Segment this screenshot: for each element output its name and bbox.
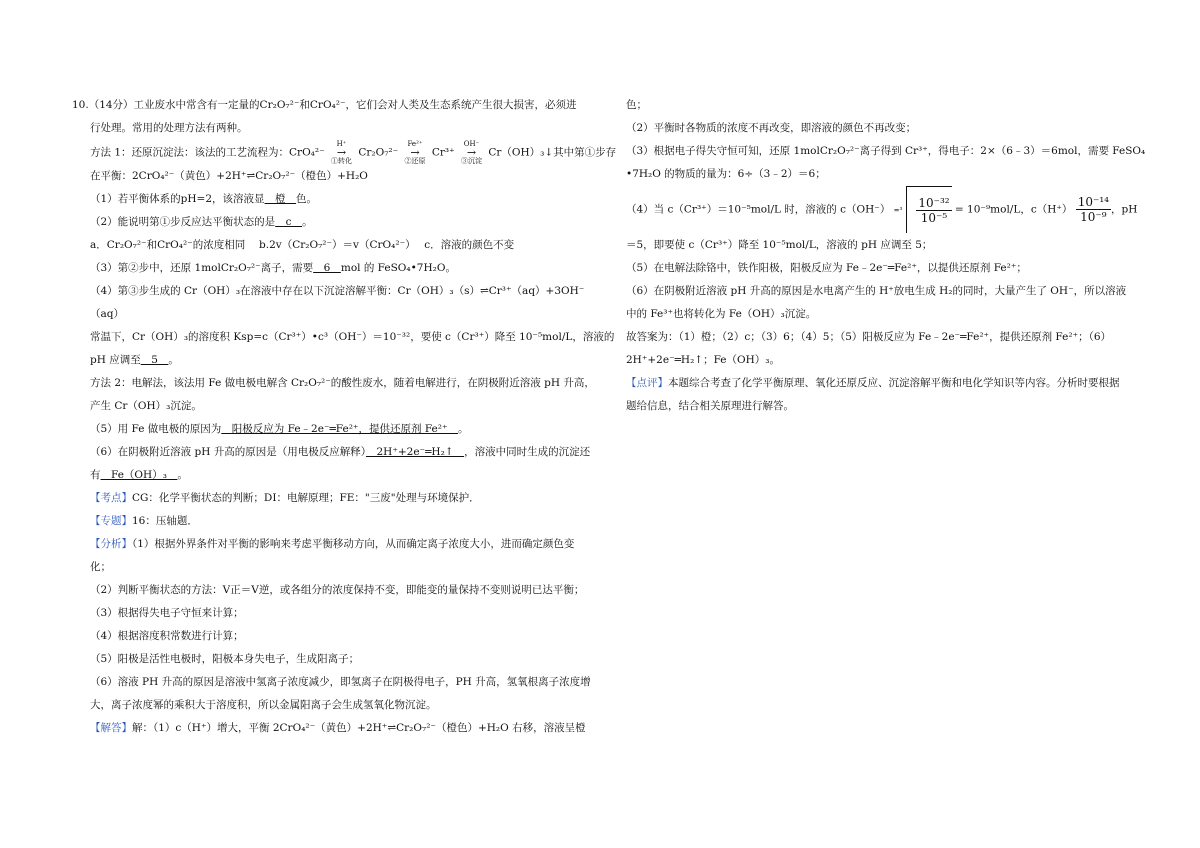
right-column xyxy=(626,94,1146,418)
knowledge-points: 【考点】CG：化学平衡状态的判断；DI：电解原理；FE："三废"处理与环境保护． xyxy=(90,492,480,504)
solution-cont: 色； xyxy=(626,99,647,111)
answer-4: 5 xyxy=(140,354,169,366)
answer-5: 阳极反应为 Fe﹣2e⁻═Fe²⁺，提供还原剂 Fe²⁺ xyxy=(221,423,458,435)
answer-2: c xyxy=(275,216,303,228)
answer-1: 橙 xyxy=(264,193,297,205)
topic: 【专题】16：压轴题． xyxy=(90,515,198,527)
analysis-4: （4）根据溶度积常数进行计算； xyxy=(90,630,244,642)
solution-3-cont: •7H₂O 的物质的量为：6÷（3﹣2）＝6； xyxy=(626,168,826,180)
answer-3: 6 xyxy=(313,262,341,274)
question-2: （2）能说明第①步反应达平衡状态的是 c 。 xyxy=(90,216,313,228)
analysis-6-cont: 大，离子浓度幂的乘积大于溶度积，所以金属阳离子会生成氢氧化物沉淀。 xyxy=(90,699,437,711)
analysis-3: （3）根据得失电子守恒来计算； xyxy=(90,607,244,619)
fraction: $\frac{\text{10⁻¹⁴}}{\text{10⁻⁹}}$ xyxy=(1077,195,1109,224)
method2: 方法 2：电解法，该法用 Fe 做电极电解含 Cr₂O₇²⁻的酸性废水，随着电解进行，在阴极附近溶液 pH 升高， xyxy=(90,377,595,389)
question-4-ksp: 常温下，Cr（OH）₃的溶度积 Ksp=c（Cr³⁺）•c³（OH⁻）＝10⁻³²，要使 c（Cr³⁺）降至 10⁻⁵mol/L，溶液的 xyxy=(90,331,615,343)
comment-cont: 题给信息，结合相关原理进行解答。 xyxy=(626,399,794,412)
analysis-6: （6）溶液 PH 升高的原因是溶液中氢离子浓度减少，即氢离子在阴极得电子，PH 升高，氢氧根离子浓度增 xyxy=(90,676,591,688)
flow-step-3: OH⁻ → ③沉淀 xyxy=(461,140,483,165)
analysis-5: （5）阳极是活性电极时，阳极本身失电子，生成阳离子； xyxy=(90,653,360,665)
question-3: （3）第②步中，还原 1molCr₂O₇²⁻离子，需要 6 mol 的 FeSO₄•7H₂O。 xyxy=(90,262,456,274)
method1-equilibrium: 在平衡：2CrO₄²⁻（黄色）+2H⁺⇌Cr₂O₇²⁻（橙色）+H₂O xyxy=(90,170,368,182)
solution-3: （3）根据电子得失守恒可知，还原 1molCr₂O₇²⁻离子得到 Cr³⁺，得电子：2×（6﹣3）＝6mol，需要 FeSO₄ xyxy=(626,145,1146,157)
final-answers: 故答案为：（1）橙；（2）c；（3）6；（4）5；（5）阳极反应为 Fe﹣2e⁻═Fe²⁺，提供还原剂 Fe²⁺；（6） xyxy=(626,330,1112,343)
question-title: 10.（14分）工业废水中常含有一定量的Cr₂O₇²⁻和CrO₄²⁻，它们会对人类及生态系统产生很大损害，必须进 xyxy=(72,99,577,111)
question-4-ph: pH 应调至 5 。 xyxy=(90,354,179,366)
question-1: （1）若平衡体系的pH=2，该溶液显 橙 色。 xyxy=(90,193,318,205)
question-6-cont: 有 Fe（OH）₃ 。 xyxy=(90,469,188,481)
answer-6: 2H⁺+2e⁻═H₂↑ xyxy=(365,446,465,458)
flow-step-1: H⁺ → ①转化 xyxy=(330,140,352,165)
final-answers-cont: 2H⁺+2e⁻═H₂↑；Fe（OH）₃。 xyxy=(626,353,780,366)
cube-root: $\frac{\text{10⁻³²}}{\text{10⁻⁵}}$ xyxy=(906,186,951,233)
solution-6: （6）在阴极附近溶液 pH 升高的原因是水电离产生的 H⁺放电生成 H₂的同时，大量产生了 OH⁻，所以溶液 xyxy=(626,284,1127,297)
analysis-cont: 化； xyxy=(90,561,111,573)
question-title-cont: 行处理。常用的处理方法有两种。 xyxy=(90,122,248,134)
method1-flow: 方法 1：还原沉淀法：该法的工艺流程为：CrO₄²⁻ H⁺ → ①转化 Cr₂O₇²⁻ Fe²⁺ → ②还原 Cr³⁺ OH⁻ → ③沉淀 Cr（OH）₃↓其中第①步存 xyxy=(90,140,617,165)
question-4: （4）第③步生成的 Cr（OH）₃在溶液中存在以下沉淀溶解平衡：Cr（OH）₃（s）⇌Cr³⁺（aq）+3OH⁻ xyxy=(90,285,585,297)
solution: 【解答】解：（1）c（H⁺）增大，平衡 2CrO₄²⁻（黄色）+2H⁺⇌Cr₂O₇²⁻（橙色）+H₂O 右移，溶液呈橙 xyxy=(90,722,586,734)
solution-6-cont: 中的 Fe³⁺也将转化为 Fe（OH）₃沉淀。 xyxy=(626,307,817,320)
solution-2: （2）平衡时各物质的浓度不再改变，即溶液的颜色不再改变； xyxy=(626,122,917,134)
question-5: （5）用 Fe 做电极的原因为 阳极反应为 Fe﹣2e⁻═Fe²⁺，提供还原剂 Fe²⁺ 。 xyxy=(90,423,469,435)
question-4-cont: （aq） xyxy=(90,308,124,320)
solution-4-cont: ＝5，即要使 c（Cr³⁺）降至 10⁻⁵mol/L，溶液的 pH 应调至 5； xyxy=(626,238,933,251)
analysis-2: （2）判断平衡状态的方法：V正＝V逆，或各组分的浓度保持不变，即能变的量保持不变则说明已达平衡； xyxy=(90,584,585,596)
solution-4: （4）当 c（Cr³⁺）＝10⁻⁵mol/L 时，溶液的 c（OH⁻） =³ $\frac{\text{10⁻³²}}{\text{10⁻⁵}}$ = 10⁻⁹mol/L，c（H⁺） $\frac{\text{10⁻¹⁴}}{\text{10⁻⁹}}$ ，pH xyxy=(626,186,1138,234)
solution-5: （5）在电解法除铬中，铁作阳极，阳极反应为 Fe﹣2e⁻═Fe²⁺，以提供还原剂 Fe²⁺； xyxy=(626,261,1027,274)
question-6: （6）在阴极附近溶液 pH 升高的原因是（用电极反应解释） 2H⁺+2e⁻═H₂↑ ，溶液中同时生成的沉淀还 xyxy=(90,446,591,458)
analysis: 【分析】（1）根据外界条件对平衡的影响来考虑平衡移动方向，从而确定离子浓度大小，进而确定颜色变 xyxy=(90,538,575,550)
answer-6b: Fe（OH）₃ xyxy=(100,469,178,481)
question-2-options: a．Cr₂O₇²⁻和CrO₄²⁻的浓度相同 b.2v（Cr₂O₇²⁻）＝v（CrO₄²⁻） c．溶液的颜色不变 xyxy=(90,239,515,251)
flow-step-2: Fe²⁺ → ②还原 xyxy=(404,140,426,165)
left-column xyxy=(72,94,617,740)
comment: 【点评】本题综合考查了化学平衡原理、氧化还原反应、沉淀溶解平衡和电化学知识等内容。分析时要根据 xyxy=(626,376,1120,389)
method2-cont: 产生 Cr（OH）₃沉淀。 xyxy=(90,400,202,412)
